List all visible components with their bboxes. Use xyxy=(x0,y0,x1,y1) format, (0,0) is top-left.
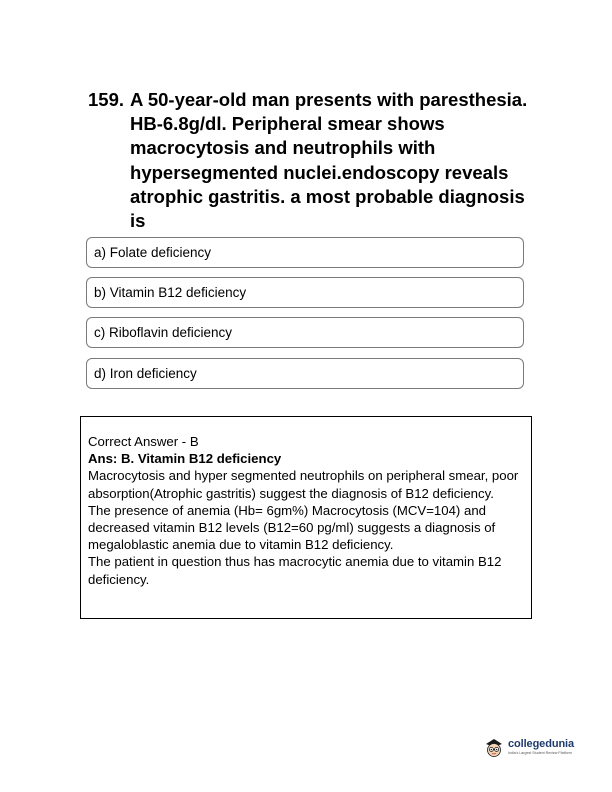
question-number: 159. xyxy=(88,89,125,110)
answer-explanation-box xyxy=(80,416,532,619)
question xyxy=(88,88,528,233)
explanation-paragraph-2: The presence of anemia (Hb= 6gm%) Macrocytosis (MCV=104) and decreased vitamin B12 levels (B12=60 pg/ml) suggests a diagnosis of megaloblastic anemia due to vitamin B12 deficiency. xyxy=(88,502,496,553)
question-text: A 50-year-old man presents with paresthesia. HB-6.8g/dl. Peripheral smear shows macrocytosis and neutrophils with hypersegmented nuclei.endoscopy reveals atrophic gastritis. a most probable diagnosis is xyxy=(130,89,528,232)
collegedunia-logo xyxy=(483,734,595,760)
option-a[interactable]: a) Folate deficiency xyxy=(86,237,524,268)
option-d[interactable]: d) Iron deficiency xyxy=(86,358,524,389)
explanation-paragraph-1: Macrocytosis and hyper segmented neutrophils on peripheral smear, poor absorption(Atrophic gastritis) suggest the diagnosis of B12 deficiency. xyxy=(88,468,519,501)
explanation-paragraph-3: The patient in question thus has macrocytic anemia due to vitamin B12 deficiency. xyxy=(88,554,502,587)
student-mascot-icon xyxy=(483,736,505,758)
option-b[interactable]: b) Vitamin B12 deficiency xyxy=(86,277,524,308)
option-c[interactable]: c) Riboflavin deficiency xyxy=(86,317,524,348)
answer-title: Ans: B. Vitamin B12 deficiency xyxy=(88,451,282,467)
logo-name: collegedunia xyxy=(508,737,575,750)
correct-answer-line: Correct Answer - B xyxy=(88,434,199,449)
logo-tagline: India's Largest Student Review Platform xyxy=(508,750,572,755)
